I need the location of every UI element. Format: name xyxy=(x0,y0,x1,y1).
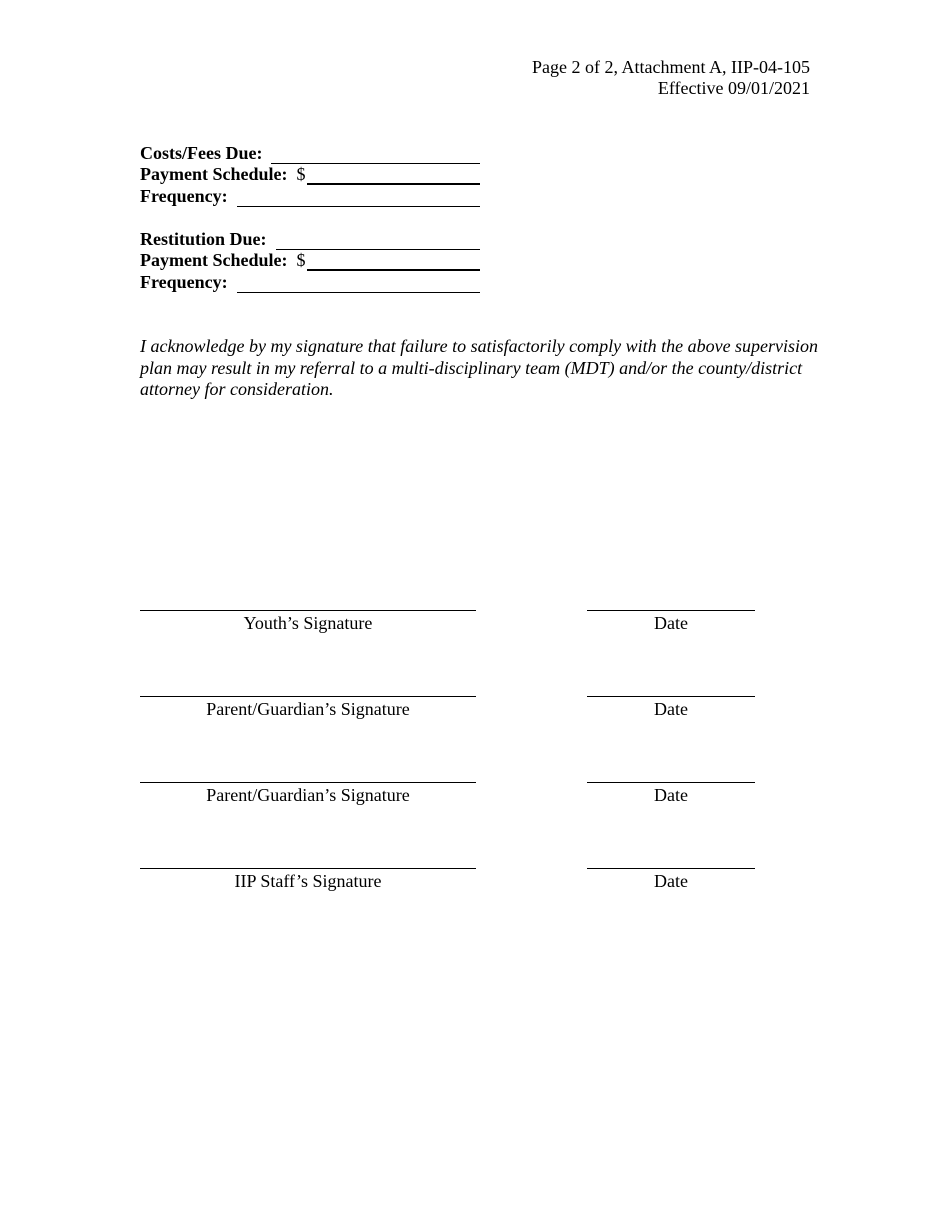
costs-payment-schedule-blank[interactable] xyxy=(307,166,481,185)
page-number-attachment: Page 2 of 2, Attachment A, IIP-04-105 xyxy=(532,57,810,77)
signature-line[interactable] xyxy=(140,696,476,697)
signature-caption: Parent/Guardian’s Signature xyxy=(206,785,410,805)
date-line[interactable] xyxy=(587,610,755,611)
signature-caption: IIP Staff’s Signature xyxy=(234,871,382,891)
signature-line[interactable] xyxy=(140,610,476,611)
restitution-currency-symbol: $ xyxy=(296,250,306,270)
costs-fees-due-label: Costs/Fees Due: xyxy=(140,142,263,163)
restitution-frequency-label: Frequency: xyxy=(140,271,228,292)
costs-frequency-blank[interactable] xyxy=(237,189,480,207)
costs-fees-due-blank[interactable] xyxy=(271,146,480,164)
restitution-payment-schedule-blank[interactable] xyxy=(307,252,481,271)
costs-fees-due-row xyxy=(140,142,480,164)
restitution-due-row xyxy=(140,228,480,250)
acknowledgement-text: I acknowledge by my signature that failure to satisfactorily comply with the above supervision plan may result in my referral to a multi-disciplinary team (MDT) and/or the county/district attorney for consideration. xyxy=(140,336,819,399)
costs-payment-schedule-row xyxy=(140,164,480,186)
costs-frequency-row xyxy=(140,185,480,207)
signature-caption: Youth’s Signature xyxy=(243,613,373,633)
restitution-payment-schedule-row xyxy=(140,250,480,272)
costs-fees-section xyxy=(140,142,480,207)
restitution-payment-schedule-label: Payment Schedule: xyxy=(140,250,288,270)
restitution-frequency-row xyxy=(140,271,480,293)
signature-line[interactable] xyxy=(140,782,476,783)
page-header xyxy=(532,57,810,99)
date-line[interactable] xyxy=(587,868,755,869)
restitution-due-label: Restitution Due: xyxy=(140,228,267,249)
restitution-section xyxy=(140,228,480,293)
date-caption: Date xyxy=(654,785,688,805)
date-line[interactable] xyxy=(587,696,755,697)
signature-line[interactable] xyxy=(140,868,476,869)
date-caption: Date xyxy=(654,613,688,633)
restitution-frequency-blank[interactable] xyxy=(237,275,480,293)
date-caption: Date xyxy=(654,871,688,891)
costs-currency-symbol: $ xyxy=(296,164,306,184)
signature-caption: Parent/Guardian’s Signature xyxy=(206,699,410,719)
costs-payment-schedule-label: Payment Schedule: xyxy=(140,164,288,184)
date-caption: Date xyxy=(654,699,688,719)
date-line[interactable] xyxy=(587,782,755,783)
restitution-due-blank[interactable] xyxy=(276,232,481,250)
effective-date: Effective 09/01/2021 xyxy=(657,78,810,98)
costs-frequency-label: Frequency: xyxy=(140,185,228,206)
